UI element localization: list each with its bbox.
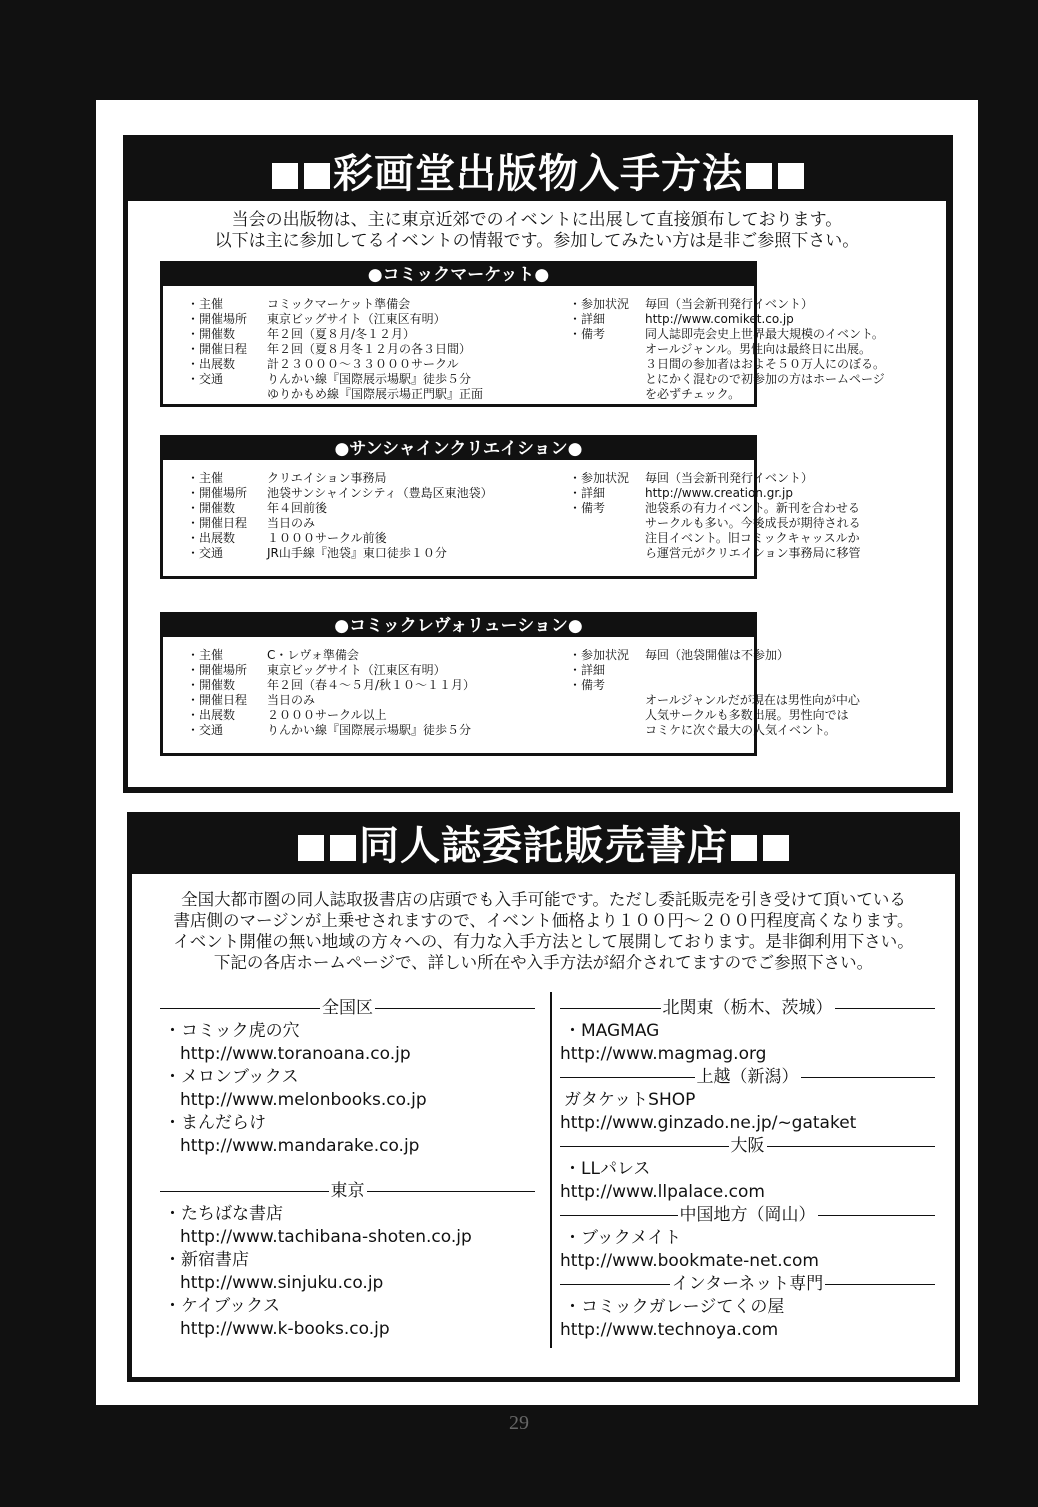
square-bullet-icon (304, 163, 330, 189)
region-header: 大阪 (560, 1135, 935, 1158)
shop-entry: ・メロンブックス http://www.melonbooks.co.jp (160, 1066, 535, 1112)
section-title-shops (127, 812, 960, 880)
region-header: 中国地方（岡山） (560, 1204, 935, 1227)
region-header: 北関東（栃木、茨城） (560, 997, 935, 1020)
shop-entry: ・新宿書店 http://www.sinjuku.co.jp (160, 1249, 535, 1295)
shop-url-link[interactable]: http://www.ginzado.ne.jp/~gataket (560, 1113, 857, 1133)
event-title: ●サンシャインクリエイション● (163, 438, 754, 460)
shop-url-link[interactable]: http://www.tachibana-shoten.co.jp (180, 1227, 472, 1247)
square-bullet-icon (330, 835, 356, 861)
region-header: 東京 (160, 1180, 535, 1203)
event-details-left: ・主催 C・レヴォ準備会 ・開催場所 東京ビッグサイト（江東区有明） ・開催数 年２回（春４～５月/秋１０～１１月） ・開催日程 当日のみ ・出展数 ２０００サークル以上 ・交通 りんかい線『国際展示場駅』徒歩５分 (187, 648, 476, 737)
shop-entry: ・ブックメイト http://www.bookmate-net.com (560, 1227, 935, 1273)
event-details-left: ・主催 コミックマーケット準備会 ・開催場所 東京ビッグサイト（江東区有明） ・開催数 年２回（夏８月/冬１２月） ・開催日程 年２回（夏８月冬１２月の各３日間） ・出展数 計２３０００～３３０００サークル ・交通 りんかい線『国際展示場駅』徒歩５分 ゆりかもめ線『国際展示場正門駅』正面 (187, 297, 484, 401)
event-title: ●コミックマーケット● (163, 264, 754, 286)
consignment-shops-section (127, 812, 960, 1382)
page-number: 29 (509, 1412, 529, 1434)
event-details-left: ・主催 クリエイション事務局 ・開催場所 池袋サンシャインシティ（豊島区東池袋） ・開催数 年４回前後 ・開催日程 当日のみ ・出展数 １０００サークル前後 ・交通 JR山手線『池袋』東口徒歩１０分 (187, 471, 493, 560)
shop-url-link[interactable]: http://www.k-books.co.jp (180, 1319, 390, 1339)
event-box-comic-revolution (160, 612, 860, 756)
section-body (128, 201, 946, 787)
shop-list-right (560, 997, 935, 1342)
shop-entry: ・ケイブックス http://www.k-books.co.jp (160, 1295, 535, 1341)
events-intro: 当会の出版物は、主に東京近郊でのイベントに出展して直接頒布しております。 以下は主に参加してるイベントの情報です。参加してみたい方は是非ご参照下さい。 (214, 210, 860, 251)
square-bullet-icon (298, 835, 324, 861)
square-bullet-icon (778, 163, 804, 189)
event-box-comiket (160, 261, 886, 407)
square-bullet-icon (731, 835, 757, 861)
shop-url-link[interactable]: http://www.llpalace.com (560, 1182, 765, 1202)
section-body (132, 874, 955, 1377)
shop-entry: ・LLパレス http://www.llpalace.com (560, 1158, 935, 1204)
event-box-creation (160, 435, 861, 579)
shop-url-link[interactable]: http://www.bookmate-net.com (560, 1251, 819, 1271)
event-url-link[interactable]: http://www.creation.gr.jp (645, 486, 793, 500)
event-details-right: ・参加状況 毎回（当会新刊発行イベント） ・詳細 http://www.comiket.co.jp ・備考 同人誌即売会史上世界最大規模のイベント。 オールジャンル。男性向は最終日に出展。 ３日間の参加者はおよそ５０万人にのぼる。 とにかく混むので初参加の方はホームページ を必ずチェック。 (569, 297, 886, 401)
square-bullet-icon (763, 835, 789, 861)
event-details-right: ・参加状況 毎回（池袋開催は不参加） ・詳細 ・備考 オールジャンルだが現在は男性向が中心 人気サークルも多数出展。男性向では コミケに次ぐ最大の人気イベント。 (569, 648, 860, 737)
section-title-text: 彩画堂出版物入手方法 (333, 151, 743, 197)
shop-url-link[interactable]: http://www.toranoana.co.jp (180, 1044, 411, 1064)
shop-entry: ・コミックガレージてくの屋 http://www.technoya.com (560, 1296, 935, 1342)
shop-entry: ・コミック虎の穴 http://www.toranoana.co.jp (160, 1020, 535, 1066)
shop-entry: ガタケットSHOP http://www.ginzado.ne.jp/~gataket (560, 1089, 935, 1135)
event-url-link[interactable]: http://www.comiket.co.jp (645, 312, 794, 326)
region-header: 上越（新潟） (560, 1066, 935, 1089)
shop-entry: ・たちばな書店 http://www.tachibana-shoten.co.jp (160, 1203, 535, 1249)
shops-intro: 全国大都市圏の同人誌取扱書店の店頭でも入手可能です。ただし委託販売を引き受けて頂いている 書店側のマージンが上乗せされますので、イベント価格より１００円～２００円程度高くなります。 イベント開催の無い地域の方々への、有力な入手方法として展開しております。是非御利用下さい。 下記の各店ホームページで、詳しい所在や入手方法が紹介されてますのでご参照下さい。 (173, 890, 914, 972)
shop-list-left (160, 997, 535, 1341)
event-details-right: ・参加状況 毎回（当会新刊発行イベント） ・詳細 http://www.creation.gr.jp ・備考 池袋系の有力イベント。新刊を合わせる サークルも多い。今後成長が期待される 注目イベント。旧コミックキャッスルか ら運営元がクリエイション事務局に移管 (569, 471, 861, 560)
event-info-section (123, 135, 953, 793)
square-bullet-icon (272, 163, 298, 189)
shop-url-link[interactable]: http://www.melonbooks.co.jp (180, 1090, 427, 1110)
column-divider (550, 992, 552, 1348)
shop-url-link[interactable]: http://www.sinjuku.co.jp (180, 1273, 384, 1293)
region-header: インターネット専門 (560, 1273, 935, 1296)
shop-url-link[interactable]: http://www.mandarake.co.jp (180, 1136, 420, 1156)
shop-entry: ・まんだらけ http://www.mandarake.co.jp (160, 1112, 535, 1158)
region-header: 全国区 (160, 997, 535, 1020)
shop-entry: ・MAGMAG http://www.magmag.org (560, 1020, 935, 1066)
shop-url-link[interactable]: http://www.technoya.com (560, 1320, 779, 1340)
section-title-text: 同人誌委託販売書店 (359, 823, 728, 869)
square-bullet-icon (746, 163, 772, 189)
event-title: ●コミックレヴォリューション● (163, 615, 754, 637)
shop-url-link[interactable]: http://www.magmag.org (560, 1044, 767, 1064)
